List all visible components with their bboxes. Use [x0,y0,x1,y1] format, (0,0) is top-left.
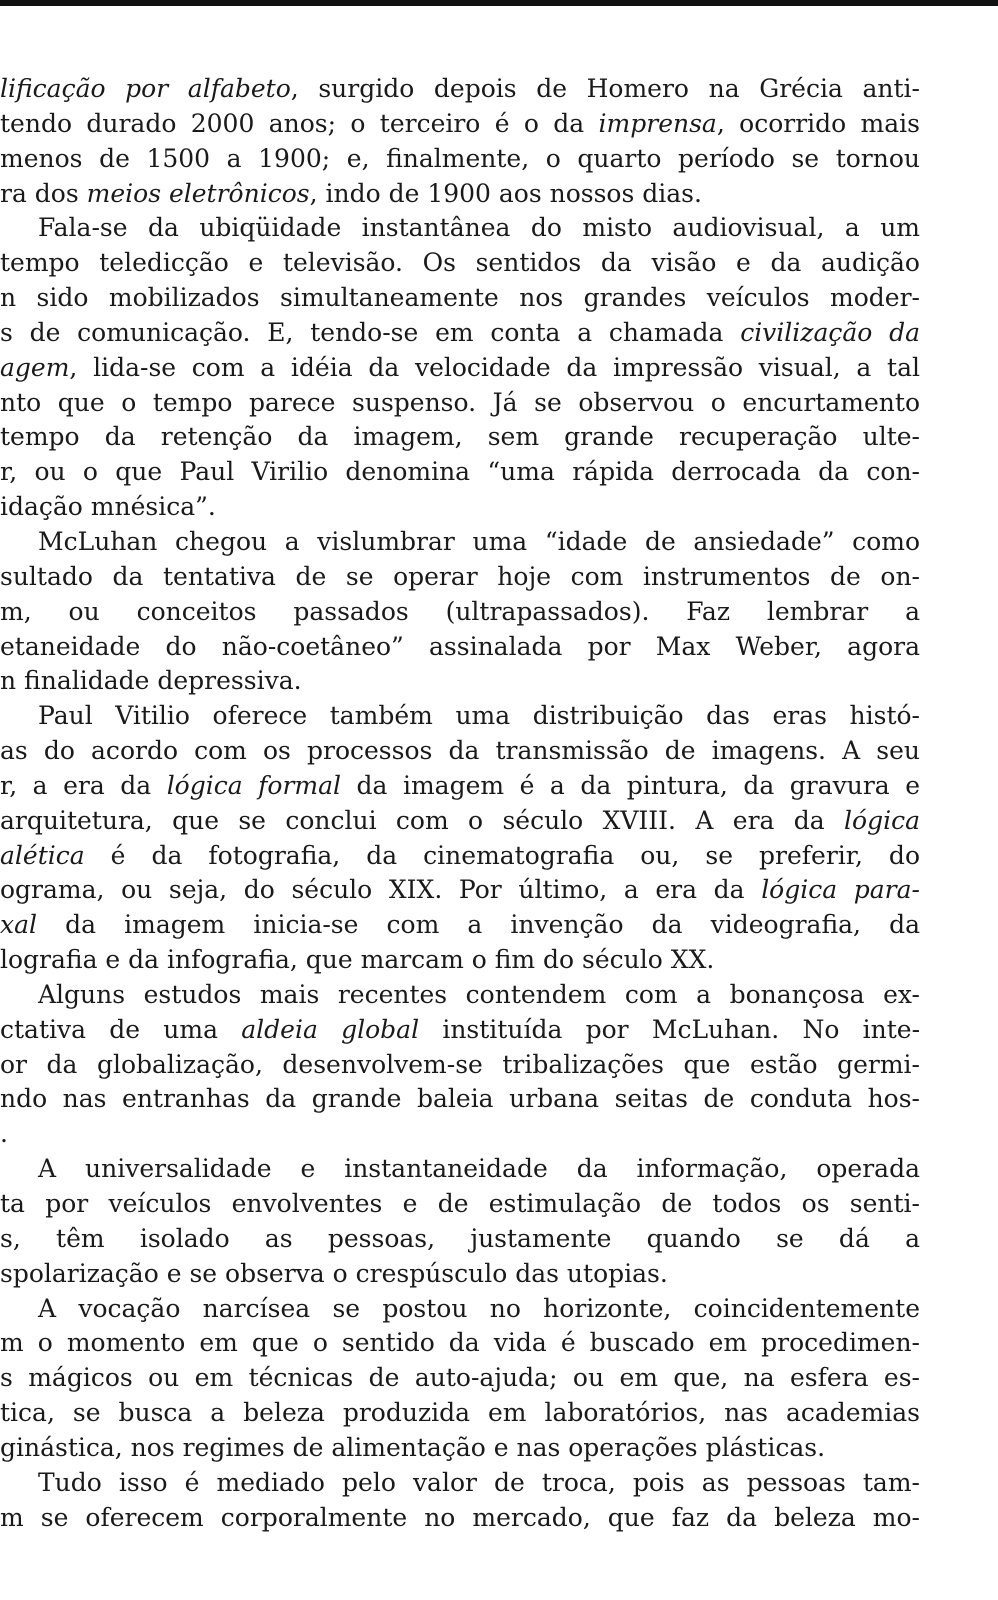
text-run: tempo teledicção e televisão. Os sentidos da visão e da audição [0,248,920,278]
book-page-text [0,72,920,1535]
text-run: da imagem é a da pintura, da gravura e [341,770,920,800]
italic-text-run: civilização da [740,317,920,347]
text-run: tendo durado 2000 anos; o terceiro é o da [0,108,599,138]
text-run: , surgido depois de Homero na Grécia anti- [290,74,920,103]
italic-text-run: imprensa [598,108,717,138]
text-run: tempo da retenção da imagem, sem grande recuperação ulte- [0,422,920,452]
text-line [0,1501,920,1536]
text-line [0,943,920,978]
text-run: McLuhan chegou a vislumbrar uma “idade de ansiedade” como [38,526,920,556]
text-run: A universalidade e instantaneidade da informação, operada [38,1154,920,1184]
text-line [0,664,920,699]
text-line [0,1082,920,1117]
text-run: ctativa de uma [0,1014,242,1044]
text-line [0,420,920,455]
text-run: ograma, ou seja, do século XIX. Por último, a era da [0,875,762,905]
text-run: ndo nas entranhas da grande baleia urbana seitas de conduta hos- [0,1084,920,1114]
text-run: da imagem inicia-se com a invenção da videografia, da [37,910,920,940]
italic-text-run: alética [0,840,85,870]
text-run: or da globalização, desenvolvem-se tribalizações que estão germi- [0,1049,920,1079]
text-run: , lida-se com a idéia da velocidade da impressão visual, a tal [69,352,920,382]
text-run: Alguns estudos mais recentes contendem com a bonançosa ex- [38,979,920,1009]
text-run: , ocorrido mais [716,108,920,138]
text-run: menos de 1500 a 1900; e, finalmente, o quarto período se tornou [0,143,920,173]
text-line [0,490,920,525]
text-run: ta por veículos envolventes e de estimulação de todos os senti- [0,1189,920,1218]
text-run: r, a era da [0,770,167,800]
italic-text-run: lógica para- [761,875,920,905]
text-line [0,1396,920,1431]
text-run: arquitetura, que se conclui com o século XVIII. A era da [0,805,845,835]
text-run: tica, se busca a beleza produzida em laboratórios, nas academias [0,1398,920,1428]
text-run: lografia e da infografia, que marcam o fim do século XX. [0,945,715,975]
italic-text-run: xal [0,910,37,940]
text-line [0,1466,920,1501]
text-line [0,873,920,908]
text-line [0,1013,920,1048]
text-line [0,1117,920,1152]
italic-text-run: meios eletrônicos [86,178,310,208]
text-run: ginástica, nos regimes de alimentação e nas operações plásticas. [0,1432,826,1462]
text-line [0,72,920,107]
text-run: s de comunicação. E, tendo-se em conta a chamada [0,317,741,347]
text-line [0,177,920,212]
text-run: é da fotografia, da cinematografia ou, se preferir, do [84,840,920,870]
text-line [0,351,920,386]
text-line [0,699,920,734]
text-run: , indo de 1900 aos nossos dias. [309,178,702,208]
text-line [0,1431,920,1466]
text-line [0,595,920,630]
text-line [0,386,920,421]
text-line [0,1257,920,1292]
text-line [0,1187,920,1222]
text-line [0,734,920,769]
text-run: r, ou o que Paul Virilio denomina “uma rápida derrocada da con- [0,457,920,487]
text-line [0,1222,920,1257]
text-line [0,455,920,490]
text-run: sultado da tentativa de se operar hoje com instrumentos de on- [0,561,920,591]
text-line [0,630,920,665]
text-run: idação mnésica”. [0,492,216,522]
text-run: instituída por McLuhan. No inte- [419,1014,920,1044]
text-line [0,839,920,874]
text-line [0,1048,920,1083]
text-run: ra dos [0,178,87,208]
text-run: m, ou conceitos passados (ultrapassados). Faz lembrar a [0,596,920,626]
text-line [0,142,920,177]
text-line [0,978,920,1013]
italic-text-run: agem [0,352,70,382]
text-line [0,1361,920,1396]
italic-text-run: lógica [844,805,920,835]
text-line [0,769,920,804]
text-line [0,211,920,246]
text-line [0,316,920,351]
text-run: n finalidade depressiva. [0,666,302,696]
text-line [0,908,920,943]
text-line [0,1292,920,1327]
text-line [0,1152,920,1187]
text-run: Tudo isso é mediado pelo valor de troca, pois as pessoas tam- [38,1467,920,1497]
text-run: A vocação narcísea se postou no horizonte, coincidentemente [38,1293,920,1323]
italic-text-run: lificação por alfabeto [0,74,291,103]
italic-text-run: lógica formal [166,770,342,800]
text-line [0,281,920,316]
text-run: Fala-se da ubiqüidade instantânea do misto audiovisual, a um [38,213,920,243]
text-run: . [0,1119,8,1149]
text-run: nto que o tempo parece suspenso. Já se observou o encurtamento [0,387,920,417]
text-run: Paul Vitilio oferece também uma distribuição das eras histó- [38,701,920,731]
text-run: m se oferecem corporalmente no mercado, que faz da beleza mo- [0,1502,920,1532]
text-line [0,560,920,595]
text-run: m o momento em que o sentido da vida é buscado em procedimen- [0,1328,920,1358]
text-line [0,804,920,839]
text-run: s, têm isolado as pessoas, justamente quando se dá a [0,1223,920,1253]
text-line [0,246,920,281]
text-run: etaneidade do não-coetâneo” assinalada por Max Weber, agora [0,631,920,661]
text-run: as do acordo com os processos da transmissão de imagens. A seu [0,736,920,766]
text-run: n sido mobilizados simultaneamente nos grandes veículos moder- [0,283,920,313]
text-line [0,525,920,560]
text-line [0,107,920,142]
italic-text-run: aldeia global [241,1014,420,1044]
top-edge-rule [0,0,998,6]
text-run: s mágicos ou em técnicas de auto-ajuda; ou em que, na esfera es- [0,1363,920,1393]
text-line [0,1326,920,1361]
text-run: spolarização e se observa o crespúsculo das utopias. [0,1258,668,1288]
